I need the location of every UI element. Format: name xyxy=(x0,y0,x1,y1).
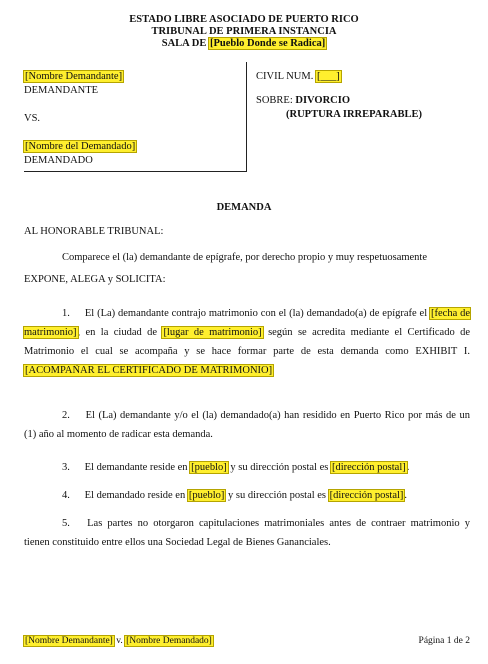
paragraph-1-text-b: , en la ciudad de xyxy=(77,327,158,338)
paragraph-2-text: El (La) demandante y/o el (la) demandado(a) han residido en Puerto Rico por más de un (1) año al momento de radicar esta demanda. xyxy=(24,410,471,440)
plaintiff-address-field[interactable]: [dirección postal] xyxy=(331,462,406,473)
caption-case-info xyxy=(256,70,466,122)
paragraph-3-text-c: . xyxy=(406,462,410,473)
defendant-label: DEMANDADO xyxy=(24,155,93,166)
civil-num-field[interactable]: [___] xyxy=(316,71,340,82)
paragraph-2 xyxy=(24,406,470,444)
paragraph-5-text: Las partes no otorgaron capitulaciones matrimoniales antes de contraer matrimonio y tienen constituido entre ellos una Sociedad Legal de Bienes Gananciales. xyxy=(24,518,471,548)
plaintiff-name-field[interactable]: [Nombre Demandante] xyxy=(25,71,123,82)
header-line-1: ESTADO LIBRE ASOCIADO DE PUERTO RICO xyxy=(129,14,359,25)
marriage-place-field[interactable]: [lugar de matrimonio] xyxy=(163,327,262,338)
caption-vertical-rule xyxy=(246,62,247,172)
paragraph-4 xyxy=(24,486,470,505)
paragraph-1-text-a: El (La) demandante contrajo matrimonio con el (la) demandado(a) de epígrafe el xyxy=(84,308,428,319)
page-footer xyxy=(24,636,470,646)
header-line-3 xyxy=(0,38,488,50)
document-title: DEMANDA xyxy=(216,202,272,213)
paragraph-3 xyxy=(24,458,470,477)
subject-prefix: SOBRE: xyxy=(256,95,293,106)
header-sala-label: SALA DE xyxy=(161,38,207,49)
pueblo-radica-field[interactable]: [Pueblo Donde se Radica] xyxy=(210,38,326,49)
footer-plaintiff-field[interactable]: [Nombre Demandante] xyxy=(25,636,113,646)
defendant-address-field[interactable]: [dirección postal] xyxy=(329,490,404,501)
footer-versus: v. xyxy=(116,636,123,646)
plaintiff-label: DEMANDANTE xyxy=(24,85,99,96)
versus-label: VS. xyxy=(24,113,41,124)
paragraph-4-number: 4. xyxy=(62,490,70,501)
salutation: AL HONORABLE TRIBUNAL: xyxy=(24,226,164,237)
paragraph-1-number: 1. xyxy=(62,308,70,319)
paragraph-3-number: 3. xyxy=(62,462,70,473)
paragraph-2-number: 2. xyxy=(62,410,70,421)
plaintiff-town-field[interactable]: [pueblo] xyxy=(191,462,227,473)
civil-num-label: CIVIL NUM. xyxy=(256,71,314,82)
footer-defendant-field[interactable]: [Nombre Demandado] xyxy=(126,636,212,646)
paragraph-5 xyxy=(24,514,470,552)
intro-expone: EXPONE, ALEGA y SOLICITA: xyxy=(24,274,166,285)
marriage-certificate-field[interactable]: [ACOMPAÑAR EL CERTIFICADO DE MATRIMONIO] xyxy=(25,365,273,376)
paragraph-3-text-b: y su dirección postal es xyxy=(230,462,329,473)
paragraph-4-text-c: . xyxy=(404,490,408,501)
caption-parties xyxy=(24,70,236,168)
intro-paragraph: Comparece el (la) demandante de epígrafe, por derecho propio y muy respetuosamente xyxy=(62,252,428,263)
header-line-2: TRIBUNAL DE PRIMERA INSTANCIA xyxy=(151,26,337,37)
paragraph-3-text-a: El demandante reside en xyxy=(84,462,188,473)
subject-title: DIVORCIO xyxy=(295,95,351,106)
page-number: Página 1 de 2 xyxy=(418,636,470,646)
paragraph-1-text-c: según se acredita mediante el Certificado de Matrimonio el cual se acompaña y se hace formar parte de esta demanda como EXHIBIT I. xyxy=(24,327,471,357)
court-header xyxy=(0,14,488,50)
paragraph-4-text-b: y su dirección postal es xyxy=(228,490,327,501)
defendant-name-field[interactable]: [Nombre del Demandado] xyxy=(25,141,136,152)
subject-subtitle: (RUPTURA IRREPARABLE) xyxy=(286,109,423,120)
caption-horizontal-rule xyxy=(24,171,247,172)
paragraph-4-text-a: El demandado reside en xyxy=(84,490,186,501)
defendant-town-field[interactable]: [pueblo] xyxy=(188,490,225,501)
paragraph-1 xyxy=(24,304,470,380)
marriage-date-field[interactable]: [fecha de matrimonio] xyxy=(24,308,471,338)
paragraph-5-number: 5. xyxy=(62,518,70,529)
case-caption xyxy=(24,62,474,172)
